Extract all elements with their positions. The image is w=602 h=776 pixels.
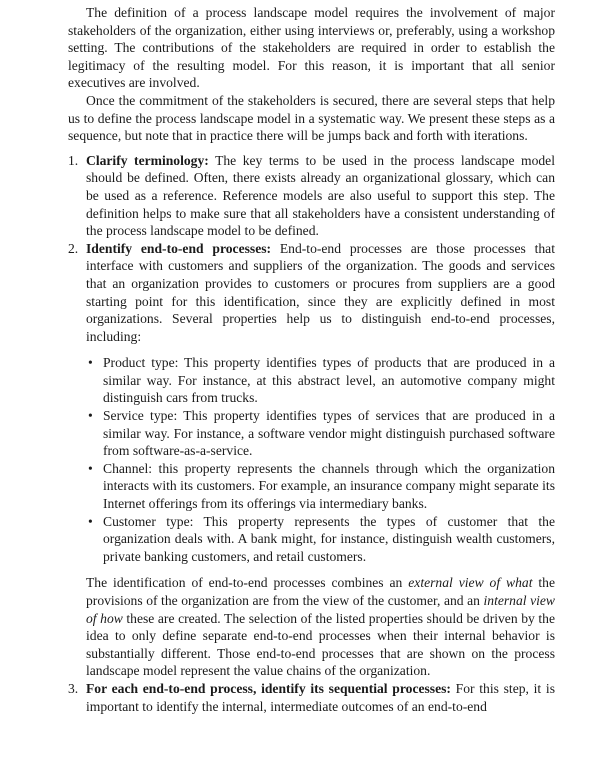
step-item-2 [68,240,555,680]
step-title: For each end-to-end process, identify its sequential processes: [86,680,451,696]
step-continuation [86,574,555,680]
step-item-3 [68,680,555,715]
step-text: The key terms to be used in the process landscape model should be defined. Often, there exists already an organizational glossary, which can be used as a reference. Reference models are also useful to support this step. The definition helps to make sure that all stakeholders have a consistent understanding of the process landscape model to be defined. [86,152,555,239]
bullet-icon: • [88,408,93,424]
bullet-icon: • [88,513,93,529]
list-item [86,460,555,513]
continuation-text: The identification of end-to-end processes combines an [86,575,409,591]
bullet-icon: • [88,460,93,476]
continuation-text: these are created. The selection of the listed properties should be driven by the idea to only define separate end-to-end processes when their internal behavior is substantially different. Those end-to-end processes that are shown on the process landscape model represent the value chains of the organization. [86,610,555,679]
intro-paragraph-2: Once the commitment of the stakeholders is secured, there are several steps that help us to define the process landscape model in a systematic way. We present these steps as a sequence, but note that in practice there will be jumps back and forth with iterations. [68,92,555,144]
list-item [86,513,555,566]
step-title: Identify end-to-end processes: [86,240,272,256]
bullet-icon: • [88,355,93,371]
step-number: 3. [68,680,79,696]
step-number: 2. [68,240,79,256]
bullet-text: Service type: This property identifies types of services that are produced in a similar way. For instance, a software vendor might distinguish purchased software from software-as-a-service. [103,408,555,459]
properties-list [86,354,555,565]
continuation-text: the provisions of the organization are from the view of the customer, and an [86,575,556,608]
list-item [86,407,555,460]
steps-list [68,152,555,715]
step-title: Clarify terminology: [86,152,209,168]
step-number: 1. [68,152,79,168]
emphasis-text: external view of what [408,575,533,591]
emphasis-text: internal view of how [86,593,556,626]
bullet-text: Product type: This property identifies types of products that are produced in a similar way. For instance, at this abstract level, an automotive company might distinguish cars from trucks. [103,355,555,406]
intro-paragraph-1: The definition of a process landscape model requires the involvement of major stakeholders of the organization, either using interviews or, preferably, using a workshop setting. The contributions of the stakeholders are required in order to establish the legitimacy of the resulting model. For this reason, it is important that all senior executives are involved. [68,5,555,91]
bullet-text: Customer type: This property represents the types of customer that the organization deals with. A bank might, for instance, distinguish wealth customers, private banking customers, and retail customers. [103,513,555,564]
bullet-text: Channel: this property represents the channels through which the organization interacts with its customers. For example, an insurance company might separate its Internet offerings from its offerings via intermediary banks. [103,460,555,512]
page-body [68,4,555,715]
step-text: End-to-end processes are those processes that interface with customers and suppliers of the organization. The goods and services that an organization provides to customers or procures from suppliers are a good starting point for this identification, since they are explicitly defined in most organizations. Several properties help us to distinguish end-to-end processes, including: [86,240,555,344]
list-item [86,354,555,407]
step-text: For this step, it is important to identify the internal, intermediate outcomes of an end-to-end [86,680,556,714]
step-item-1 [68,152,555,240]
